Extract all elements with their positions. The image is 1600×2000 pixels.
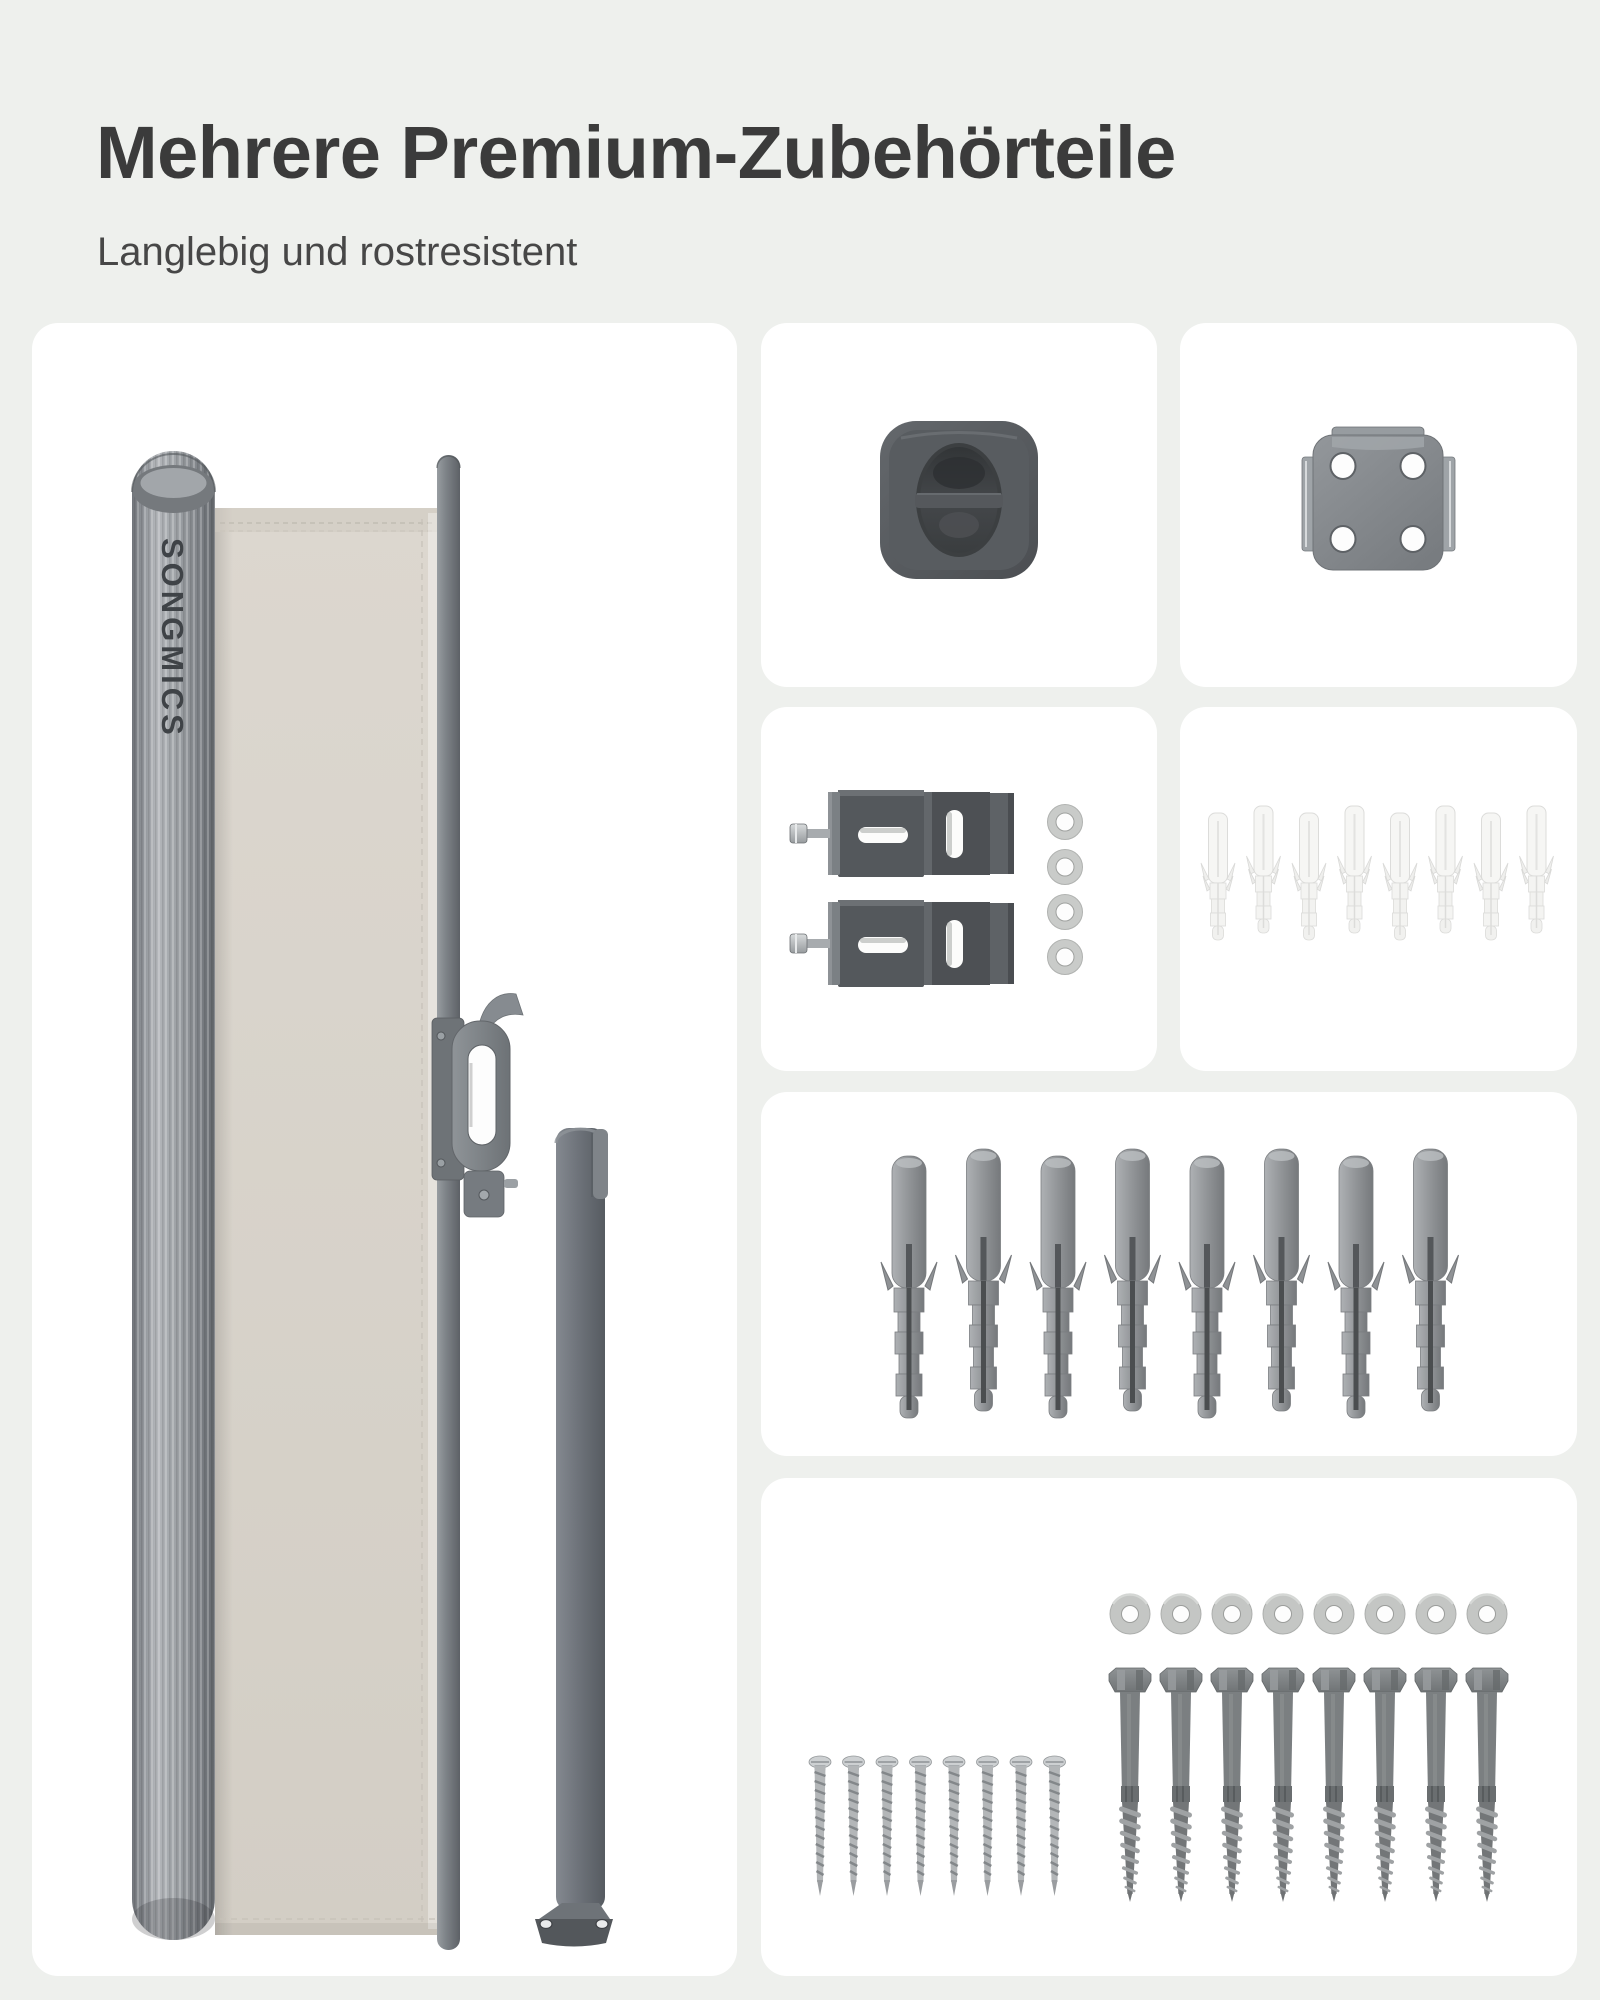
lag-screw-icon (1466, 1668, 1508, 1902)
washer-icon (1263, 1594, 1303, 1634)
lag-screw-icon (1211, 1668, 1253, 1902)
mounting-plate-icon (1180, 323, 1577, 687)
lag-screw-icon (1313, 1668, 1355, 1902)
washer-icon (1365, 1594, 1405, 1634)
small-screw-icon (843, 1756, 865, 1896)
brand-logo: SONGMICS (155, 538, 190, 739)
lag-screw-icon (1364, 1668, 1406, 1902)
wall-brackets-icon (761, 707, 1157, 1071)
washer-row (1110, 1594, 1507, 1634)
card-white-wall-plugs (1180, 707, 1577, 1071)
washer-icon (1467, 1594, 1507, 1634)
expansion-dowel-icon (956, 1149, 1012, 1411)
expansion-dowel-icon (1328, 1156, 1384, 1418)
wall-plug-icon (1383, 813, 1417, 940)
small-screw-icon (1010, 1756, 1032, 1896)
wall-plug-icon (1474, 813, 1508, 940)
awning-front-bar (437, 455, 460, 1950)
awning-illustration (32, 323, 737, 1976)
small-screw-row (809, 1756, 1066, 1896)
small-screw-icon (809, 1756, 831, 1896)
card-wall-brackets-washers (761, 707, 1157, 1071)
wall-plug-icon (1292, 813, 1326, 940)
expansion-dowel-icon (1105, 1149, 1161, 1411)
small-screw-icon (910, 1756, 932, 1896)
small-screw-icon (943, 1756, 965, 1896)
lag-screw-icon (1262, 1668, 1304, 1902)
card-mounting-plate (1180, 323, 1577, 687)
wall-bracket-icon (790, 900, 1014, 987)
awning-cassette (132, 451, 215, 1940)
page-title: Mehrere Premium-Zubehörteile (96, 111, 1176, 194)
wall-plug-icon (1201, 813, 1235, 940)
wall-plug-icon (1247, 806, 1281, 933)
lag-screw-icon (1415, 1668, 1457, 1902)
white-wall-plugs-icon (1180, 707, 1577, 1071)
washer-icon (1314, 1594, 1354, 1634)
awning-support-pole (556, 1128, 608, 1910)
expansion-dowels-icon (761, 1092, 1577, 1456)
small-washer-column (1048, 805, 1083, 975)
lag-screw-row (1109, 1668, 1508, 1902)
small-screw-icon (1044, 1756, 1066, 1896)
lag-screw-icon (1160, 1668, 1202, 1902)
card-end-cap (761, 323, 1157, 687)
card-awning-product (32, 323, 737, 1976)
page-subtitle: Langlebig und rostresistent (97, 230, 578, 274)
small-screw-icon (977, 1756, 999, 1896)
expansion-dowel-icon (881, 1156, 937, 1418)
expansion-dowel-icon (1254, 1149, 1310, 1411)
white-plug-row (1201, 806, 1554, 940)
small-screw-icon (876, 1756, 898, 1896)
wall-plug-icon (1338, 806, 1372, 933)
washer-icon (1048, 895, 1083, 930)
washer-icon (1212, 1594, 1252, 1634)
gray-dowel-row (881, 1149, 1459, 1418)
washer-icon (1416, 1594, 1456, 1634)
screws-washers-icon (761, 1478, 1577, 1976)
card-expansion-dowels (761, 1092, 1577, 1456)
card-screws-washers (761, 1478, 1577, 1976)
expansion-dowel-icon (1403, 1149, 1459, 1411)
awning-floor-plate (535, 1903, 613, 1947)
wall-bracket-icon (790, 790, 1014, 877)
washer-icon (1110, 1594, 1150, 1634)
washer-icon (1048, 850, 1083, 885)
awning-fabric (215, 508, 437, 1935)
expansion-dowel-icon (1179, 1156, 1235, 1418)
washer-icon (1161, 1594, 1201, 1634)
washer-icon (1048, 940, 1083, 975)
lag-screw-icon (1109, 1668, 1151, 1902)
wall-plug-icon (1520, 806, 1554, 933)
end-cap-icon (761, 323, 1157, 687)
wall-plug-icon (1429, 806, 1463, 933)
washer-icon (1048, 805, 1083, 840)
expansion-dowel-icon (1030, 1156, 1086, 1418)
